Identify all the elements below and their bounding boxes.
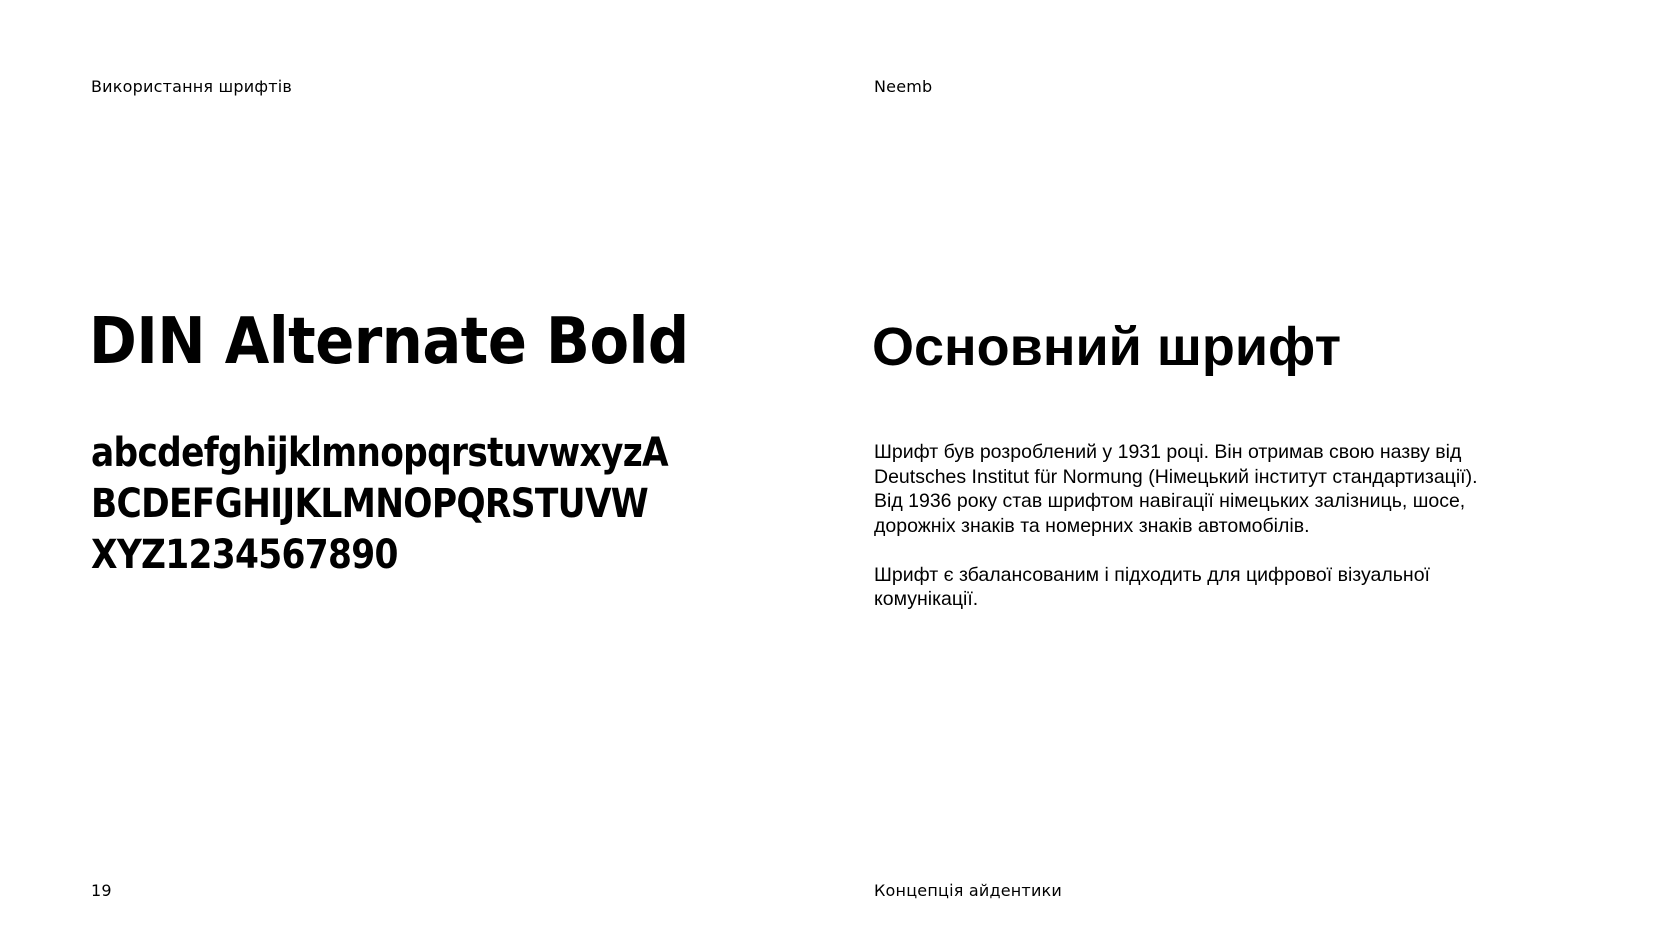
page-number: 19	[91, 881, 112, 900]
description-line: Від 1936 року став шрифтом навігації німецьких залізниць, шосе,	[874, 490, 1466, 512]
glyph-line: BCDEFGHIJKLMNOPQRSTUVW	[91, 481, 649, 527]
glyph-line: abcdefghijklmnopqrstuvwxyzA	[91, 430, 668, 476]
page-title: Основний шрифт	[872, 317, 1342, 377]
description-paragraph	[874, 440, 1594, 538]
brand-name: Neemb	[874, 77, 933, 96]
description-paragraph	[874, 563, 1594, 612]
font-description	[874, 440, 1594, 636]
glyph-line: XYZ1234567890	[91, 532, 398, 578]
section-title: Використання шрифтів	[91, 77, 293, 96]
description-line: комунікації.	[874, 588, 979, 610]
document-title: Концепція айдентики	[874, 881, 1063, 900]
font-name-heading: DIN Alternate Bold	[89, 305, 689, 379]
description-line: Deutsches Institut für Normung (Німецький інститут стандартизації).	[874, 465, 1478, 488]
description-line: Шрифт є збалансованим і підходить для цифрової візуальної	[874, 563, 1430, 586]
description-line: дорожніх знаків та номерних знаків автомобілів.	[874, 514, 1310, 537]
glyph-specimen	[91, 428, 668, 581]
description-line: Шрифт був розроблений у 1931 році. Він отримав свою назву від	[874, 441, 1462, 463]
